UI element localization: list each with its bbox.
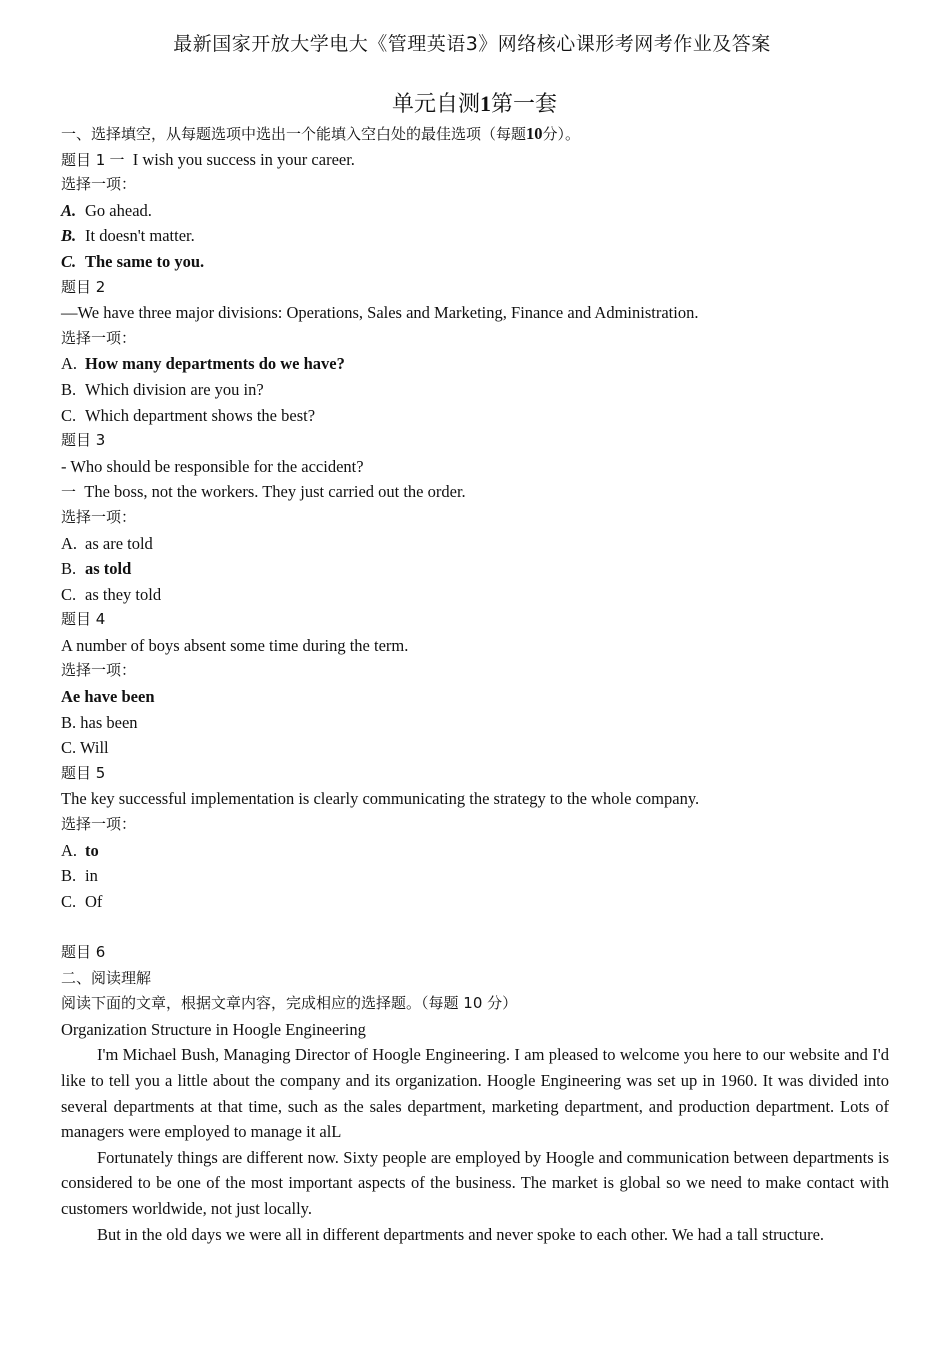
section-title <box>61 88 888 121</box>
question-4-choose-label: 选择一项： <box>61 661 137 680</box>
question-5-option-b[interactable] <box>61 863 888 889</box>
question-1-choose-label: 选择一项： <box>61 175 137 194</box>
option-c-letter: C. <box>61 891 77 911</box>
question-3-stem-2-text: The boss, not the workers. They just carried out the order. <box>84 482 466 502</box>
question-4-option-c[interactable]: C. Will <box>61 738 109 758</box>
question-1-option-b[interactable] <box>61 223 888 249</box>
question-4-label: 题目 4 <box>61 610 106 629</box>
question-3-stem-2 <box>61 479 888 505</box>
question-3-option-c[interactable] <box>61 582 888 608</box>
option-a-text: as are told <box>85 533 153 553</box>
option-b-letter: B. <box>61 379 77 399</box>
question-2-choose-label: 选择一项： <box>61 328 137 347</box>
article-paragraph-3: But in the old days we were all in different departments and never spoke to each other. We had a tall structure. <box>97 1224 825 1244</box>
question-2-option-a[interactable] <box>61 351 888 377</box>
question-1-label: 题目 1 <box>61 150 106 169</box>
article-paragraph-1: I'm Michael Bush, Managing Director of Hoogle Engineering. I am pleased to welcome you here to our website and I'd like to tell you a little about the company and its organization. Hoogle Engineering was set up in 1960. It was divided into several departments at that time, such as the sales department, marketing department, and production department. Lots of managers were employed to manage it alL <box>61 1045 889 1142</box>
question-3-dash: 一 <box>61 483 77 502</box>
option-b-letter: B. <box>61 559 77 579</box>
question-4-stem: A number of boys absent some time during the term. <box>61 635 409 655</box>
question-3-option-a[interactable] <box>61 531 888 557</box>
option-b-text: in <box>85 866 98 886</box>
option-c-text: The same to you. <box>85 251 205 271</box>
option-c-letter: C. <box>61 405 77 425</box>
option-c-letter: C. <box>61 584 77 604</box>
section-title-suffix: 第一套 <box>491 92 558 117</box>
option-b-letter: B. <box>61 866 77 886</box>
option-c-letter: C. <box>61 251 77 271</box>
document-header: 最新国家开放大学电大《管理英语3》网络核心课形考网考作业及答案 <box>173 33 771 55</box>
option-c-text: Of <box>85 891 103 911</box>
option-a-letter: A. <box>61 840 78 860</box>
option-b-text: Which division are you in? <box>85 379 264 399</box>
question-5-label: 题目 5 <box>61 763 106 782</box>
question-1-option-c[interactable] <box>61 249 888 275</box>
question-1-stem <box>61 147 888 173</box>
question-1-dash: 一 <box>109 150 125 169</box>
question-3-stem-1: - Who should be responsible for the accident? <box>61 456 364 476</box>
question-5-choose-label: 选择一项： <box>61 815 137 834</box>
option-a-letter: A. <box>61 533 78 553</box>
option-c-text: Which department shows the best? <box>85 405 316 425</box>
question-4-option-b[interactable]: B. has been <box>61 712 138 732</box>
question-2-stem: —We have three major divisions: Operations, Sales and Marketing, Finance and Administration. <box>61 303 699 323</box>
part2-instruction: 阅读下面的文章，根据文章内容，完成相应的选择题。（每题 10 分） <box>61 994 518 1013</box>
option-c-text: as they told <box>85 584 162 604</box>
question-5-option-a[interactable] <box>61 838 888 864</box>
question-2-option-c[interactable] <box>61 403 888 429</box>
question-3-option-b[interactable] <box>61 556 888 582</box>
option-b-text: It doesn't matter. <box>85 226 195 246</box>
question-4-option-a[interactable]: Ae have been <box>61 687 155 707</box>
question-2-option-b[interactable] <box>61 377 888 403</box>
option-a-letter: A. <box>61 354 78 374</box>
question-6-label: 题目 6 <box>61 943 106 961</box>
question-1-option-a[interactable] <box>61 198 888 224</box>
part1-instruction-text: 一、选择填空，从每题选项中选出一个能填入空白处的最佳选项（每题 <box>61 125 527 143</box>
question-3-choose-label: 选择一项： <box>61 507 137 526</box>
option-b-letter: B. <box>61 226 77 246</box>
option-a-letter: A. <box>61 200 77 220</box>
option-a-text: to <box>85 840 99 860</box>
part1-instruction <box>61 121 888 147</box>
section-title-prefix: 单元自测 <box>391 92 480 117</box>
part2-title: 二、阅读理解 <box>61 968 152 987</box>
spacer <box>61 914 888 940</box>
article-paragraph-2: Fortunately things are different now. Sixty people are employed by Hoogle and communication between departments is considered to be one of the most important aspects of the business. The market is global so we need to make contact with customers worldwide, not just locally. <box>61 1147 889 1218</box>
question-5-option-c[interactable] <box>61 889 888 915</box>
question-5-stem: The key successful implementation is clearly communicating the strategy to the whole company. <box>61 789 700 809</box>
question-3-label: 题目 3 <box>61 431 106 450</box>
article-title: Organization Structure in Hoogle Engineering <box>61 1019 366 1039</box>
option-b-text: as told <box>85 559 132 579</box>
question-2-label: 题目 2 <box>61 277 106 296</box>
option-a-text: How many departments do we have? <box>85 354 345 374</box>
part1-instruction-tail: 分）。 <box>542 125 581 143</box>
section-title-number: 1 <box>480 91 491 116</box>
option-a-text: Go ahead. <box>85 200 152 220</box>
question-1-text: I wish you success in your career. <box>132 149 355 169</box>
part1-instruction-score: 10 <box>526 124 543 143</box>
